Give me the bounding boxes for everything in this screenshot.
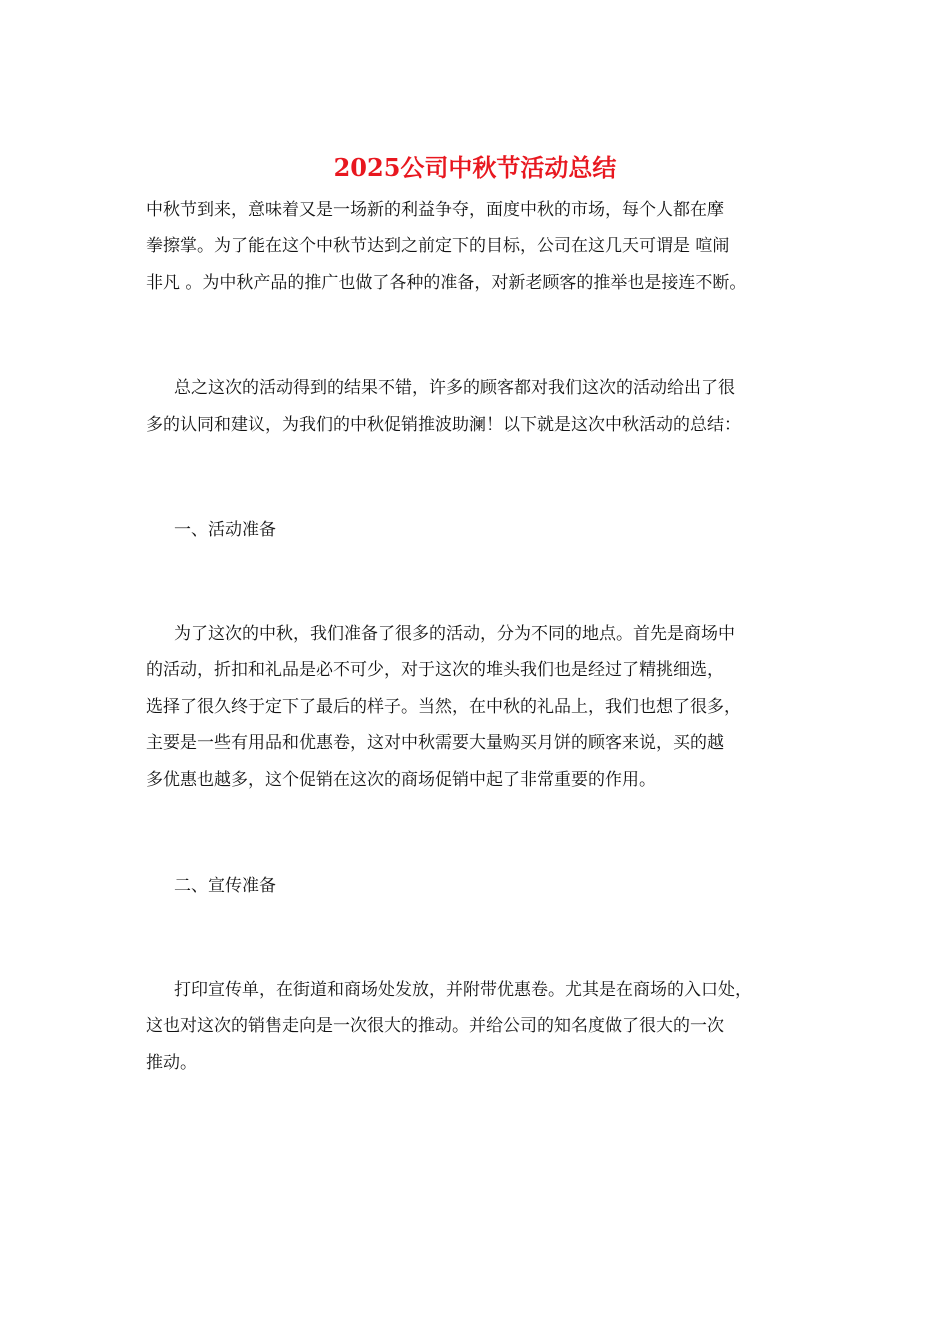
section1-line-5: 多优惠也越多，这个促销在这次的商场促销中起了非常重要的作用。 xyxy=(146,770,656,790)
section2-heading: 二、宣传准备 xyxy=(174,876,276,896)
section1-line-4: 主要是一些有用品和优惠卷，这对中秋需要大量购买月饼的顾客来说，买的越 xyxy=(146,733,724,753)
intro-line-1: 中秋节到来，意味着又是一场新的利益争夺，面度中秋的市场，每个人都在摩 xyxy=(146,200,724,220)
section2-line-2: 这也对这次的销售走向是一次很大的推动。并给公司的知名度做了很大的一次 xyxy=(146,1016,724,1036)
intro-line-3: 非凡 。为中秋产品的推广也做了各种的准备，对新老顾客的推举也是接连不断。 xyxy=(146,273,747,293)
section2-line-1: 打印宣传单，在街道和商场处发放，并附带优惠卷。尤其是在商场的入口处， xyxy=(174,980,752,1000)
section1-line-2: 的活动，折扣和礼品是必不可少，对于这次的堆头我们也是经过了精挑细选， xyxy=(146,660,724,680)
document-title: 2025公司中秋节活动总结 xyxy=(333,153,617,182)
summary-line-2: 多的认同和建议，为我们的中秋促销推波助澜！以下就是这次中秋活动的总结： xyxy=(146,415,741,435)
intro-line-2: 拳擦掌。为了能在这个中秋节达到之前定下的目标，公司在这几天可谓是 喧闹 xyxy=(146,236,730,256)
section1-line-1: 为了这次的中秋，我们准备了很多的活动，分为不同的地点。首先是商场中 xyxy=(174,624,735,644)
section2-line-3: 推动。 xyxy=(146,1053,197,1073)
summary-line-1: 总之这次的活动得到的结果不错，许多的顾客都对我们这次的活动给出了很 xyxy=(174,378,735,398)
section1-line-3: 选择了很久终于定下了最后的样子。当然，在中秋的礼品上，我们也想了很多， xyxy=(146,697,741,717)
section1-heading: 一、活动准备 xyxy=(174,520,276,540)
